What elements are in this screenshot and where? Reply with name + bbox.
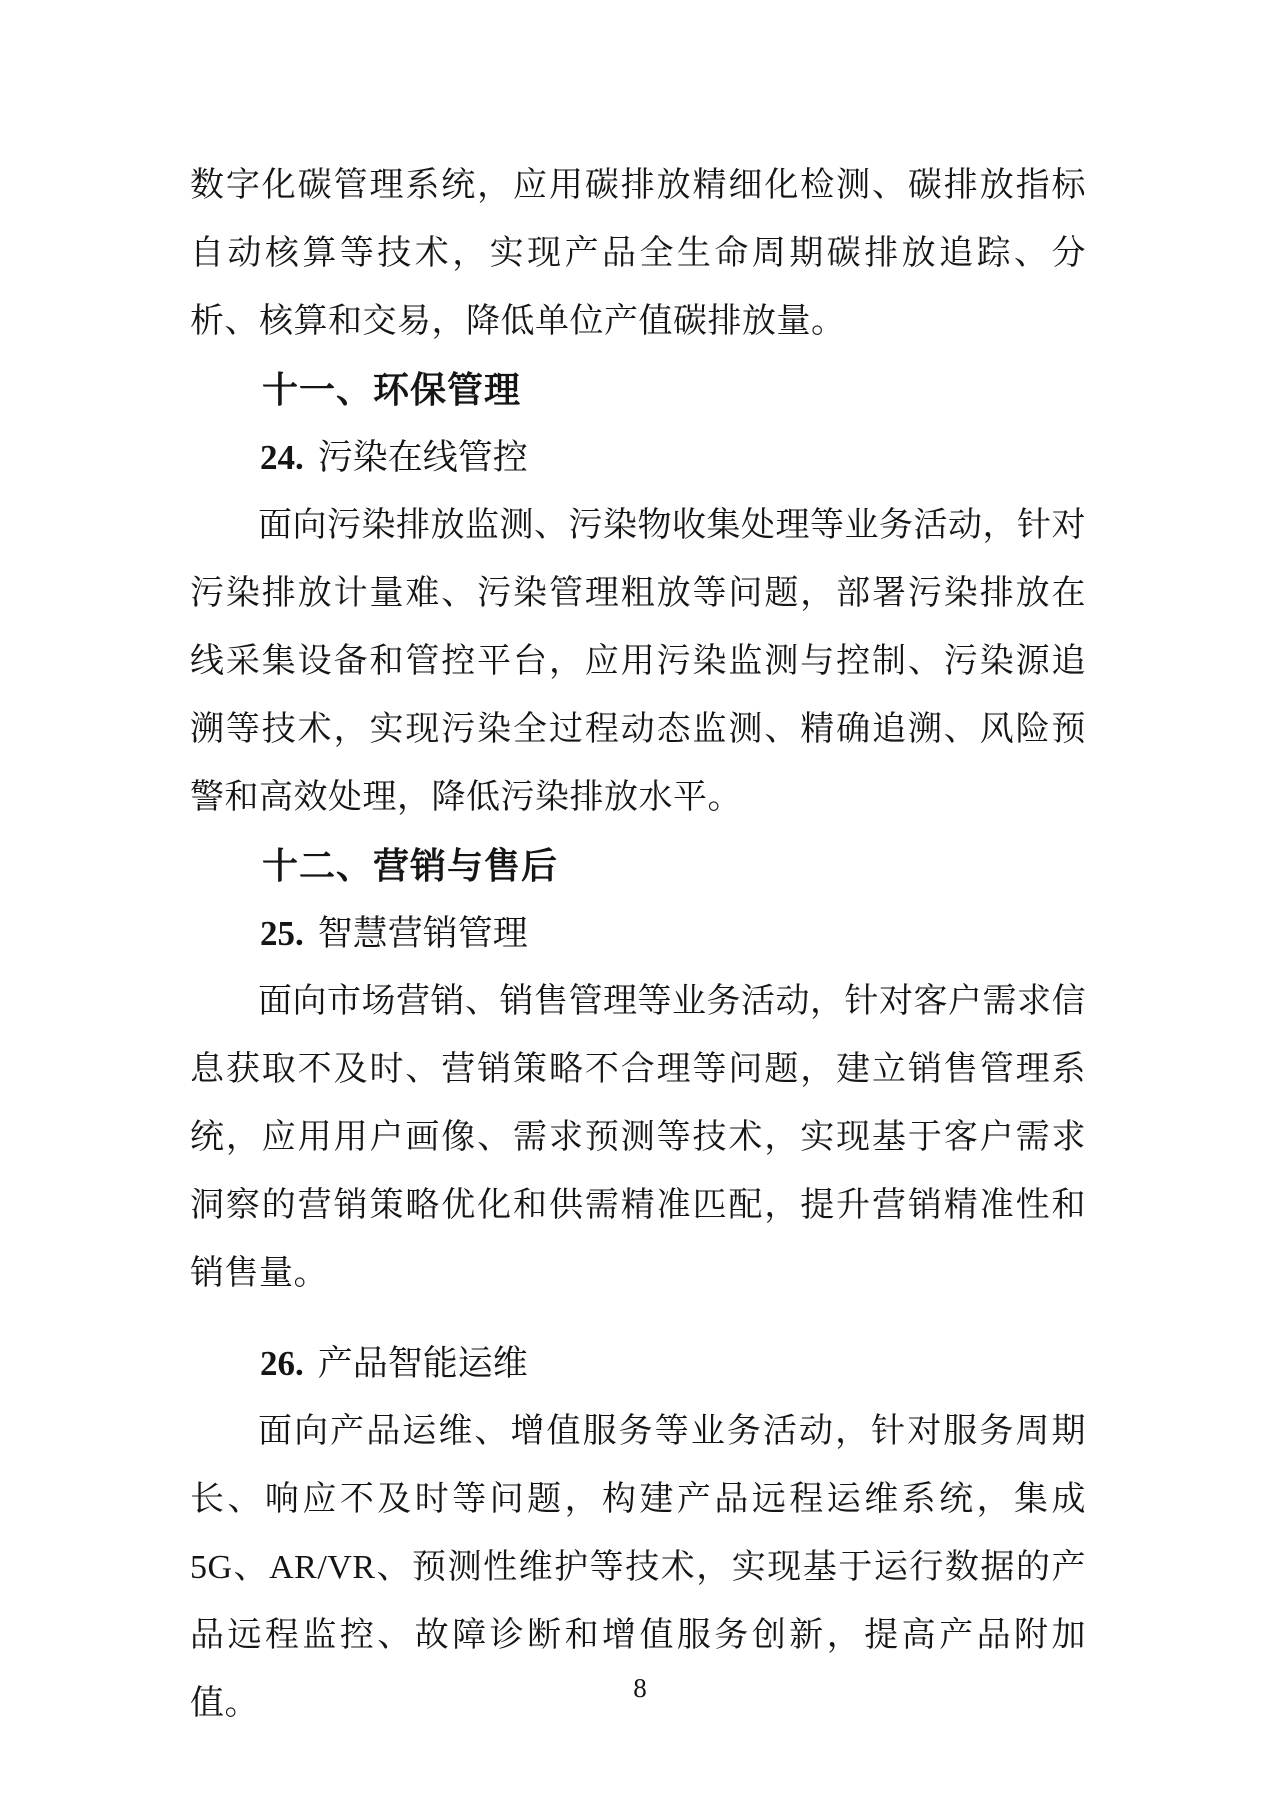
body-paragraph: 面向污染排放监测、污染物收集处理等业务活动，针对污染排放计量难、污染管理粗放等问题，部署污染排放在线采集设备和管控平台，应用污染监测与控制、污染源追溯等技术，实现污染全过程动态监测、精确追溯、风险预警和高效处理，降低污染排放水平。 [190, 507, 1086, 816]
item-heading [190, 1330, 1086, 1398]
section-heading: 十一、环保管理 [262, 369, 522, 410]
section-heading: 十二、营销与售后 [262, 845, 559, 886]
item-title: 产品智能运维 [317, 1344, 528, 1384]
page-number: 8 [633, 1673, 647, 1703]
body-paragraph: 数字化碳管理系统，应用碳排放精细化检测、碳排放指标自动核算等技术，实现产品全生命周期碳排放追踪、分析、核算和交易，降低单位产值碳排放量。 [190, 167, 1086, 340]
body-paragraph: 面向产品运维、增值服务等业务活动，针对服务周期长、响应不及时等问题，构建产品远程运维系统，集成 5G、AR/VR、预测性维护等技术，实现基于运行数据的产品远程监控、故障诊断和增值服务创新，提高产品附加值。 [190, 1413, 1086, 1722]
body-paragraph: 面向市场营销、销售管理等业务活动，针对客户需求信息获取不及时、营销策略不合理等问题，建立销售管理系统，应用用户画像、需求预测等技术，实现基于客户需求洞察的营销策略优化和供需精准匹配，提升营销精准性和销售量。 [190, 983, 1086, 1292]
item-number: 25. [260, 914, 304, 953]
item-heading [190, 900, 1086, 968]
document-body [190, 152, 1086, 1738]
item-title: 智慧营销管理 [317, 914, 528, 954]
item-number: 24. [260, 438, 304, 477]
item-number: 26. [260, 1344, 304, 1383]
item-title: 污染在线管控 [317, 438, 528, 478]
item-heading [190, 424, 1086, 492]
